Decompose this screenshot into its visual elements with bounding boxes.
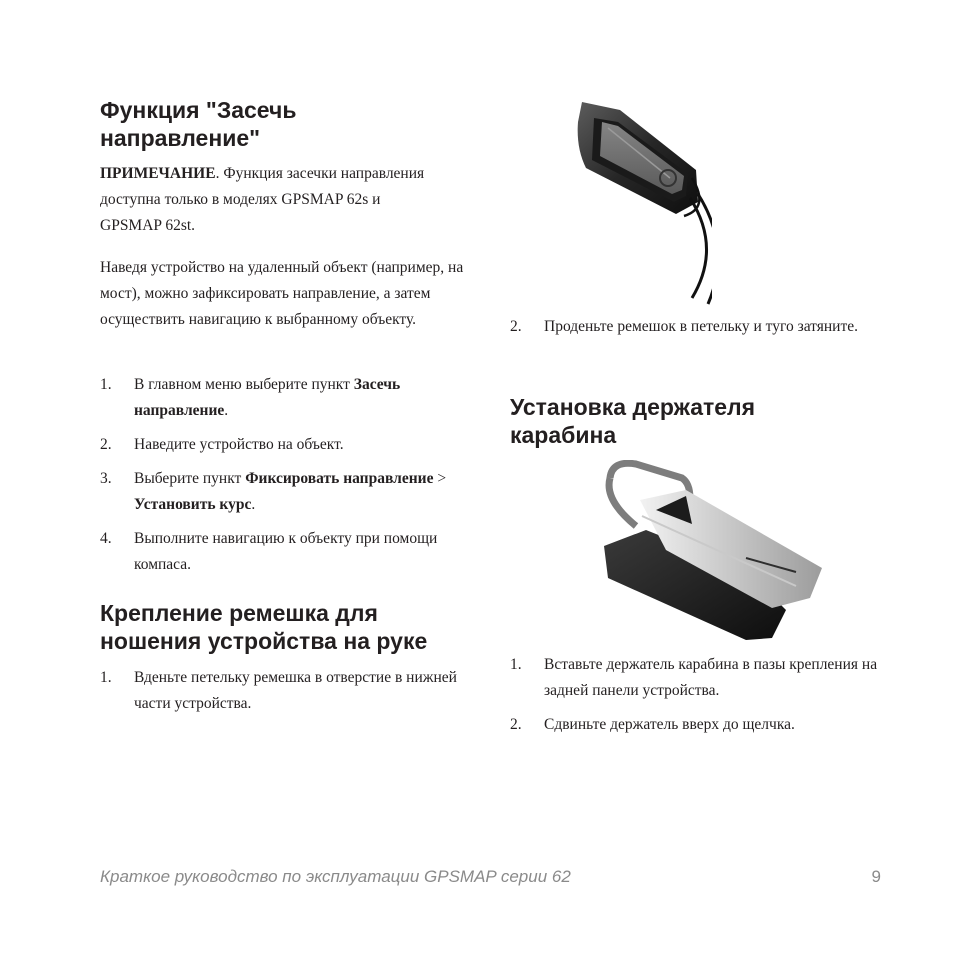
step-number: 4. [100,530,112,547]
step-text: . [251,496,256,513]
step-number: 1. [100,376,112,393]
step-text: Наведите устройство на объект. [134,436,344,453]
step-text: Выполните навигацию к объекту при помощи компаса. [134,530,438,573]
page-number: 9 [871,867,881,886]
step-number: 3. [100,470,112,487]
carabiner-figure [596,460,826,640]
step-text: Проденьте ремешок в петельку и туго затяните. [544,318,858,335]
step-text: В главном меню выберите пункт [134,376,354,393]
sight-n-go-steps [100,372,480,578]
step-text: > [433,470,447,487]
section-heading-sight-n-go: Функция "Засечь направление" [100,97,297,151]
step-text: Выберите пункт [134,470,246,487]
step-number: 1. [100,669,112,686]
list-item [100,372,480,424]
step-text: Вденьте петельку ремешка в отверстие в нижней части устройства. [134,669,457,712]
list-item [510,314,870,340]
note-label: ПРИМЕЧАНИЕ [100,165,216,182]
note-paragraph [100,161,440,239]
note-text: . Функция засечки направления доступна только в моделях GPSMAP 62s и GPSMAP 62st. [100,165,425,234]
list-item [510,652,890,704]
intro-paragraph: Наведя устройство на удаленный объект (например, на мост), можно зафиксировать направление, а затем осуществить навигацию к выбранному объекту. [100,259,464,328]
step-text: Вставьте держатель карабина в пазы крепления на задней панели устройства. [544,656,878,699]
menu-item-ref: Установить курс [134,496,252,513]
section-heading-wrist-strap: Крепление ремешка для ношения устройства на руке [100,600,428,654]
list-item [100,466,480,518]
section-heading-carabiner: Установка держателя карабина [510,394,756,448]
step-number: 2. [100,436,112,453]
menu-item-ref: Фиксировать направление [245,470,434,487]
list-item [100,526,480,578]
step-text: . [224,402,229,419]
step-text: Сдвиньте держатель вверх до щелчка. [544,716,795,733]
footer-manual-title: Краткое руководство по эксплуатации GPSMAP серии 62 [100,867,571,886]
wrist-strap-steps-left [100,665,480,717]
list-item [510,712,890,738]
wrist-strap-figure [572,98,712,310]
step-number: 1. [510,656,522,673]
step-number: 2. [510,318,522,335]
list-item [100,432,480,458]
carabiner-steps [510,652,890,738]
menu-item-ref: Засечь направление [134,376,401,419]
wrist-strap-steps-right [510,314,870,340]
list-item [100,665,480,717]
step-number: 2. [510,716,522,733]
